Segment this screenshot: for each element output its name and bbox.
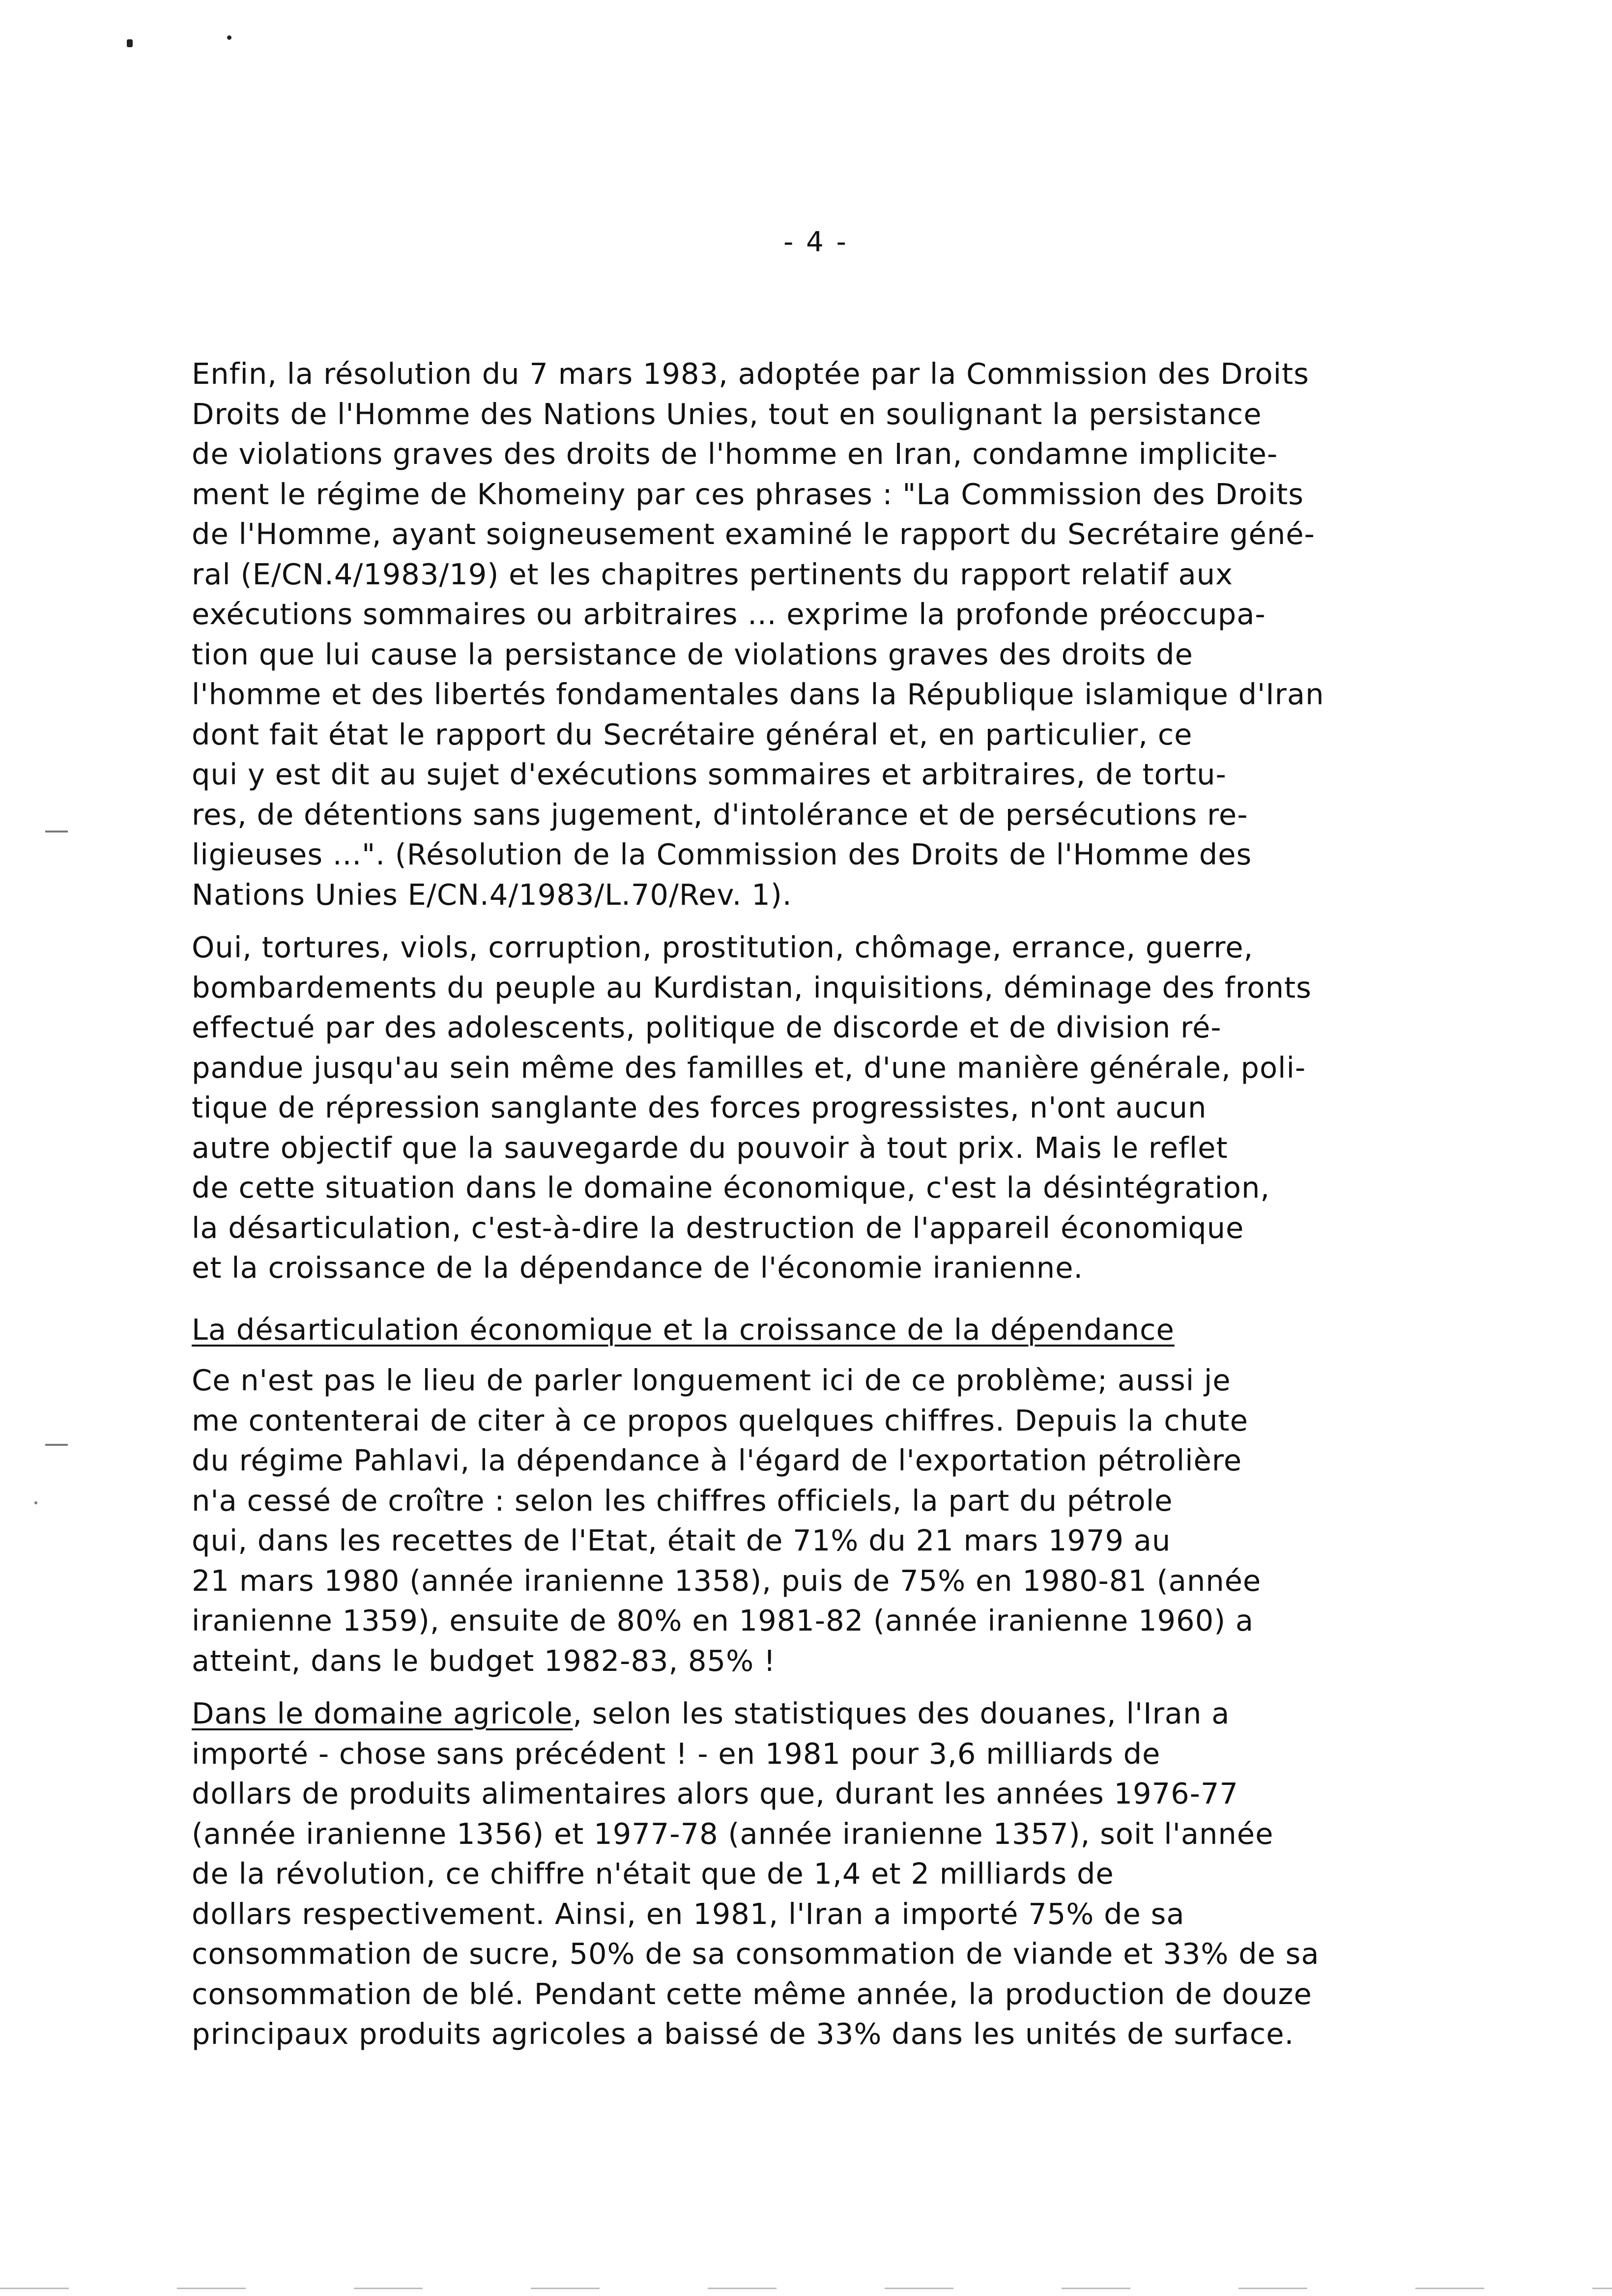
section-heading: La désarticulation économique et la croissance de la dépendance <box>192 1312 1175 1347</box>
paragraph-agriculture-text: , selon les statistiques des douanes, l'Iran a importé - chose sans précédent ! - en 1981 pour 3,6 milliards de dollars de produits alimentaires alors que, durant les années 1976-77 (année iranienne 1356) et 1977-78 (année iranienne 1357), soit l'année de la révolution, ce chiffre n'était que de 1,4 et 2 milliards de dollars respectivement. Ainsi, en 1981, l'Iran a importé 75% de sa consommation de sucre, 50% de sa consommation de viande et 33% de sa consommation de blé. Pendant cette même année, la production de douze principaux produits agricoles a baissé de 33% dans les unités de surface. <box>192 1696 1320 2051</box>
paragraph-oil-dependence: Ce n'est pas le lieu de parler longuement ici de ce problème; aussi je me contenterai de citer à ce propos quelques chiffres. Depuis la chute du régime Pahlavi, la dépendance à l'égard de l'exportation pétrolière n'a cessé de croître : selon les chiffres officiels, la part du pétrole qui, dans les recettes de l'Etat, était de 71% du 21 mars 1979 au 21 mars 1980 (année iranienne 1358), puis de 75% en 1980-81 (année iranienne 1359), ensuite de 80% en 1981-82 (année iranienne 1960) a atteint, dans le budget 1982-83, 85% ! <box>192 1363 1262 1678</box>
scan-dot <box>127 39 133 47</box>
document-body <box>192 354 1533 2067</box>
paragraph-resolution: Enfin, la résolution du 7 mars 1983, adoptée par la Commission des Droits Droits de l'Homme des Nations Unies, tout en soulignant la persistance de violations graves des droits de l'homme en Iran, condamne implicite- ment le régime de Khomeiny par ces phrases : "La Commission des Droits de l'Homme, ayant soigneusement examiné le rapport du Secrétaire géné- ral (E/CN.4/1983/19) et les chapitres pertinents du rapport relatif aux exécutions sommaires ou arbitraires ... exprime la profonde préoccupa- tion que lui cause la persistance de violations graves des droits de l'homme et des libertés fondamentales dans la République islamique d'Iran dont fait état le rapport du Secrétaire général et, en particulier, ce qui y est dit au sujet d'exécutions sommaires et arbitraires, de tortu- res, de détentions sans jugement, d'intolérance et de persécutions re- ligieuses ...". (Résolution de la Commission des Droits de l'Homme des Nations Unies E/CN.4/1983/L.70/Rev. 1). <box>192 357 1324 912</box>
paragraph-repression: Oui, tortures, viols, corruption, prostitution, chômage, errance, guerre, bombardements du peuple au Kurdistan, inquisitions, déminage des fronts effectué par des adolescents, politique de discorde et de division ré- pandue jusqu'au sein même des familles et, d'une manière générale, poli- tique de répression sanglante des forces progressistes, n'ont aucun autre objectif que la sauvegarde du pouvoir à tout prix. Mais le reflet de cette situation dans le domaine économique, c'est la désintégration, la désarticulation, c'est-à-dire la destruction de l'appareil économique et la croissance de la dépendance de l'économie iranienne. <box>192 930 1312 1285</box>
page-number: - 4 - <box>783 226 848 258</box>
paragraph-agriculture <box>192 1693 1533 2054</box>
margin-mark <box>45 1444 68 1446</box>
margin-mark <box>45 831 68 832</box>
paragraph-agriculture-lead: Dans le domaine agricole <box>192 1696 573 1730</box>
scan-edge <box>0 2288 1612 2289</box>
margin-mark <box>34 1501 37 1504</box>
scan-dot <box>227 35 231 40</box>
